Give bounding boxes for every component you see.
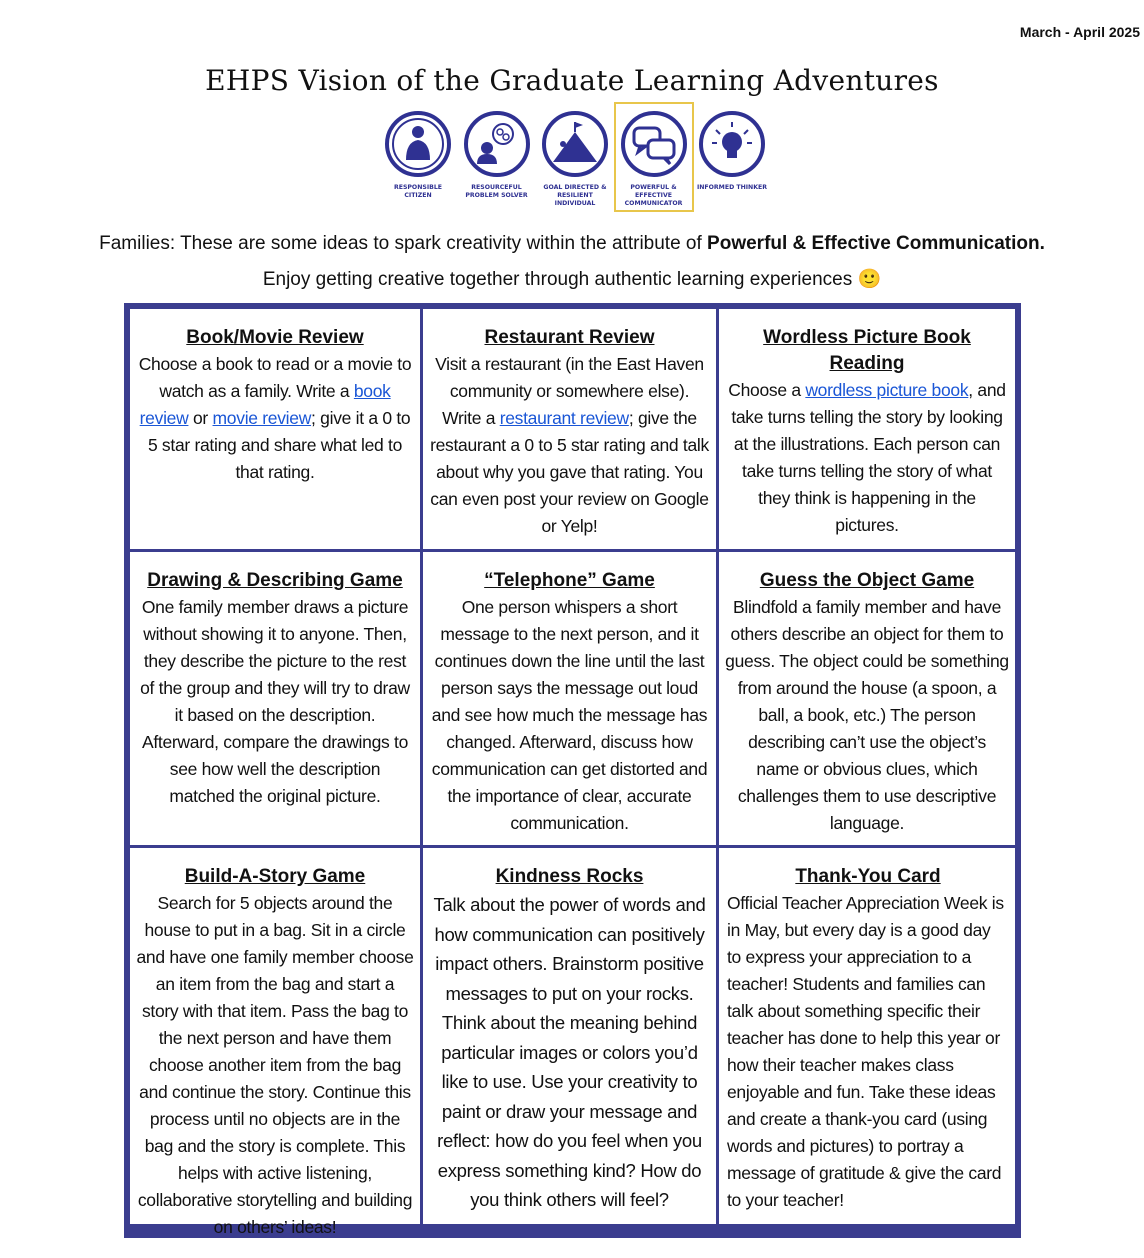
card-telephone-game [423,552,716,845]
date-range: March - April 2025 [1019,24,1140,40]
card-title: Thank-You Card [795,866,941,887]
page-title: EHPS Vision of the Graduate Learning Adventures [205,64,939,97]
attribute-label: RESOURCEFUL PROBLEM SOLVER [465,184,528,199]
attribute-icons-row [380,104,770,210]
card-text [139,354,412,482]
card-text-part: Visit a restaurant (in the East Haven community or somewhere else). Write a [435,354,704,428]
intro-attribute: Powerful & Effective Communication. [707,233,1045,254]
problem-solver-icon [463,110,531,178]
card-text: Blindfold a family member and have others describe an object for them to guess. The object could be something from around the house (a spoon, a ball, a book, etc.) The person describing can’t use the object’s name or obvious clues, which challenges them to use descriptive language. [725,597,1009,833]
attribute-communicator [616,104,692,210]
intro-line-1 [0,233,1144,255]
attribute-goal-directed [537,104,613,210]
card-text: Talk about the power of words and how communication can positively impact others. Brainstorm positive messages to put on your rocks. Think about the meaning behind particular images or colors you’d like to use. Use your creativity to paint or draw your message and reflect: how do you feel when you express something kind? How do you think others will feel? [433,894,706,1210]
card-title: “Telephone” Game [484,570,655,591]
card-title: Build-A-Story Game [184,866,366,887]
book-review-link[interactable]: book review [139,381,391,428]
card-text: Search for 5 objects around the house to put in a bag. Sit in a circle and have one family member choose an item from the bag and start a story with that item. Pass the bag to the next person and have them choose another item from the bag and continue the story. Continue this process until no objects are in the bag and the story is complete. This helps with active listening, collaborative storytelling and building on others’ ideas! [136,893,414,1237]
attribute-label: POWERFUL & EFFECTIVE COMMUNICATOR [624,184,683,207]
card-restaurant-review [423,309,716,549]
card-kindness-rocks [423,848,716,1224]
card-drawing-describing [130,552,420,845]
restaurant-review-link[interactable]: restaurant review [499,408,629,428]
mountain-goal-icon [541,110,609,178]
attribute-informed-thinker [694,104,770,210]
lightbulb-icon [698,110,766,178]
intro-line-2: Enjoy getting creative together through authentic learning experiences 🙂 [262,269,882,290]
card-text-part: , and take turns telling the story by looking at the illustrations. Each person can take turns telling the story of what they think is happening in the pictures. [731,380,1006,535]
card-text [430,354,709,536]
card-text: One person whispers a short message to the next person, and it continues down the line until the last person says the message out loud and see how much the message has changed. Afterward, discuss how communication can get distorted and the importance of clear, accurate communication. [431,597,708,833]
card-thank-you-card [719,848,1015,1224]
card-title: Restaurant Review [484,327,655,348]
card-guess-the-object [719,552,1015,845]
attribute-label: RESPONSIBLE CITIZEN [393,184,443,199]
attribute-label: INFORMED THINKER [696,184,768,191]
attribute-problem-solver [459,104,535,210]
attribute-responsible-citizen [380,104,456,210]
card-title: Drawing & Describing Game [147,570,403,591]
card-text-part: or [188,408,213,428]
movie-review-link[interactable]: movie review [212,408,312,428]
attribute-label: GOAL DIRECTED & RESILIENT INDIVIDUAL [543,184,607,207]
card-text: Official Teacher Appreciation Week is in May, but every day is a good day to express your appreciation to a teacher! Students and families can talk about something specific their teacher has done to help this year or how their teacher makes class enjoyable and fun. Take these ideas and create a thank-you card (using words and pictures) to portray a message of gratitude & give the card to your teacher! [727,893,1004,1210]
activity-grid [124,303,1021,1238]
card-text: One family member draws a picture without showing it to anyone. Then, they describe the picture to the rest of the group and they will try to draw it based on the description. Afterward, compare the drawings to see how well the description matched the original picture. [140,597,410,806]
card-title: Book/Movie Review [186,327,364,348]
card-title: Kindness Rocks [495,866,644,887]
intro-text: Families: These are some ideas to spark creativity within the attribute of [99,233,708,254]
card-text-part: Choose a book to read or a movie to watch as a family. Write a [138,354,412,401]
card-title: Wordless Picture Book Reading [763,327,971,374]
speech-bubbles-icon [620,110,688,178]
card-text-part: Choose a [728,380,806,400]
card-text [728,380,1005,535]
card-text-part: ; give the restaurant a 0 to 5 star rating and talk about why you gave that rating. You can even post your review on Google or Yelp! [430,408,709,536]
card-build-a-story [130,848,420,1237]
wordless-picture-book-link[interactable]: wordless picture book [805,380,969,400]
card-text-part: ; give it a 0 to 5 star rating and share what led to that rating. [147,408,411,482]
card-title: Guess the Object Game [759,570,975,591]
responsible-citizen-icon [384,110,452,178]
card-book-movie-review [130,309,420,549]
card-wordless-picture-book [719,309,1015,549]
